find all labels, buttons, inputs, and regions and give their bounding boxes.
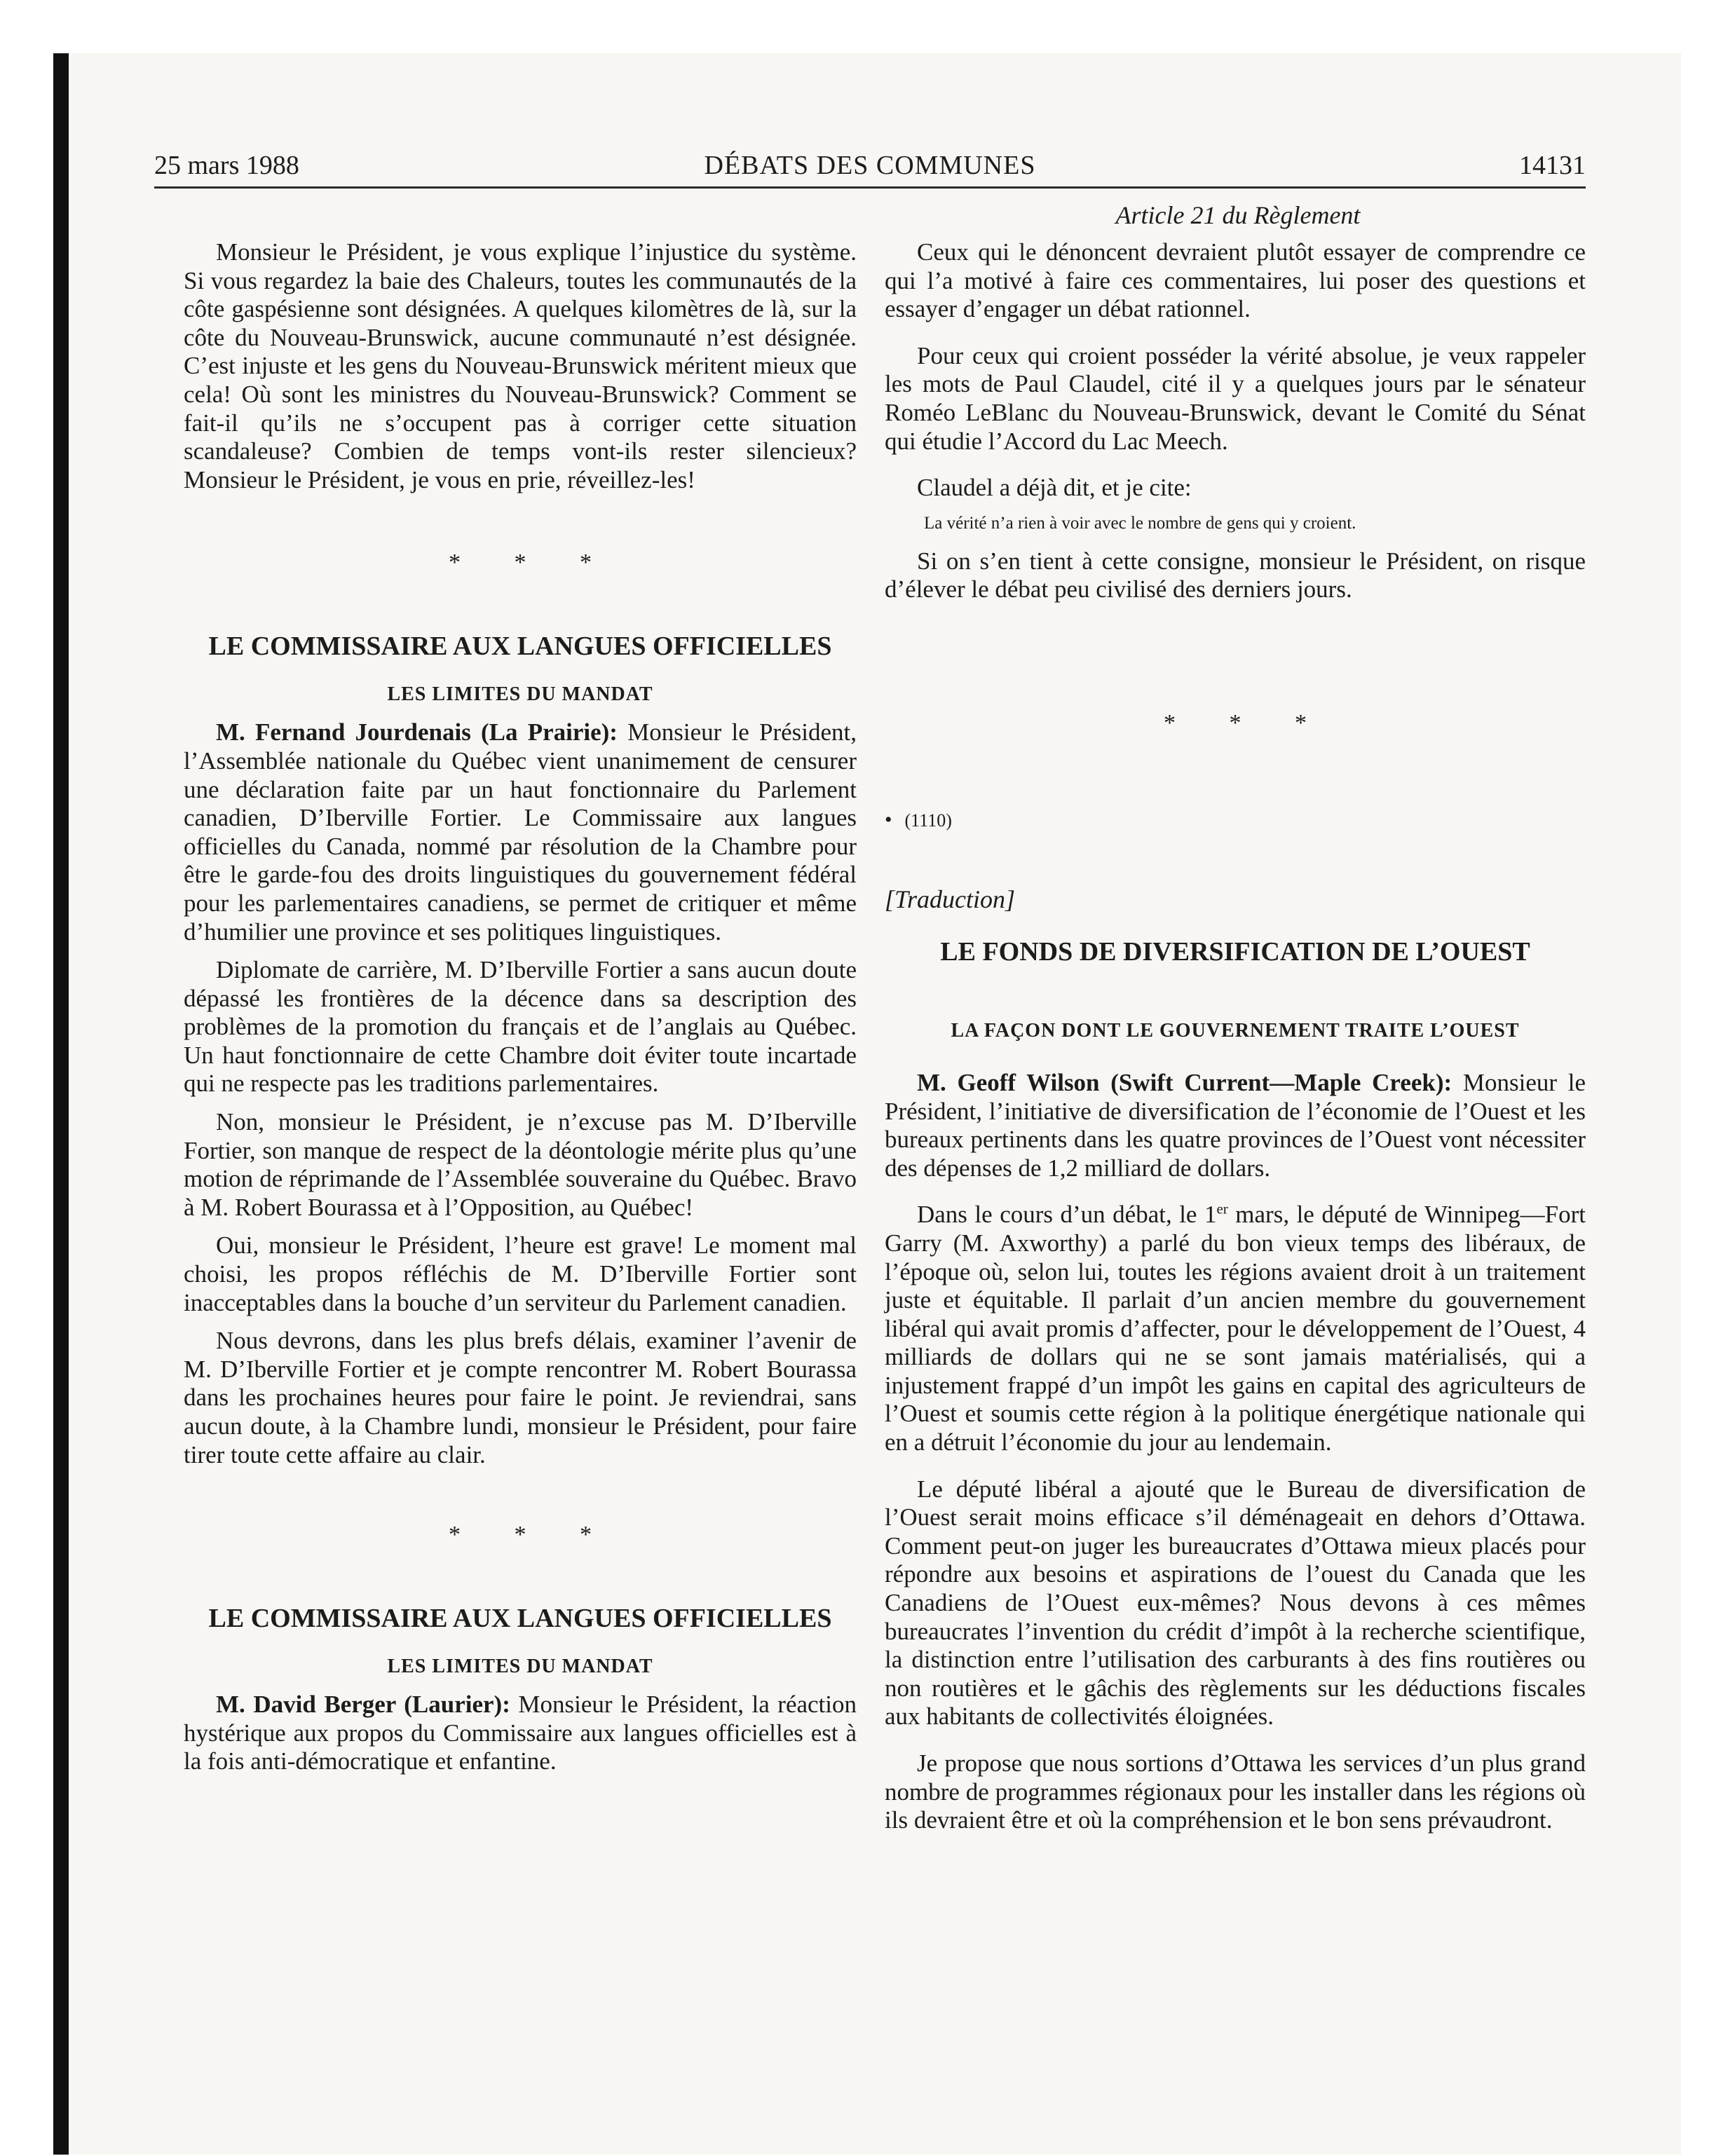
speech-paragraph: [184, 1691, 857, 1776]
section-subheading: LES LIMITES DU MANDAT: [387, 1656, 653, 1678]
bullet-icon: •: [885, 807, 892, 831]
paragraph: Le député libéral a ajouté que le Bureau de diversification de l’Ouest serait moins efficace s’il déménageait en dehors d’Ottawa. Comment peut-on juger les bureaucrates d’Ottawa mieux placés pour répondre aux besoins et aspirations de l’ouest du Canada que les Canadiens de l’Ouest eux-mêmes? Nous devons à ces mêmes bureaucrates l’invention du crédit d’impôt à la recherche scientifique, la distinction entre l’utilisation des carburants à des fins routières ou non routières et le gâchis des règlements sur les déductions fiscales aux habitants de collectivités éloignées.: [885, 1475, 1586, 1731]
section-subheading: LA FAÇON DONT LE GOUVERNEMENT TRAITE L’OUEST: [951, 1019, 1520, 1042]
paragraph: Ceux qui le dénoncent devraient plutôt essayer de comprendre ce qui l’a motivé à faire ces commentaires, lui poser des questions et essayer d’engager un débat rationnel.: [885, 238, 1586, 323]
paragraph: Oui, monsieur le Président, l’heure est grave! Le moment mal choisi, les propos réfléchis de M. D’Iberville Fortier sont inacceptables dans la bouche d’un serviteur du Parlement canadien.: [184, 1231, 857, 1316]
paragraph: Si on s’en tient à cette consigne, monsieur le Président, on risque d’élever le débat peu civilisé des derniers jours.: [885, 547, 1586, 603]
block-quote: La vérité n’a rien à voir avec le nombre de gens qui y croient.: [924, 513, 1356, 533]
translation-note: [Traduction]: [885, 885, 1016, 913]
speech-text: Monsieur le Président, la réaction hystérique aux propos du Commissaire aux langues officielles est à la fois anti-démocratique et enfantine.: [184, 1691, 857, 1775]
speech-paragraph: [885, 1069, 1586, 1182]
section-heading: LE COMMISSAIRE AUX LANGUES OFFICIELLES: [208, 632, 832, 662]
section-separator: * * *: [1164, 709, 1331, 736]
speaker-name: M. Geoff Wilson (Swift Current—Maple Creek):: [917, 1068, 1452, 1096]
paragraph: Claudel a déjà dit, et je cite:: [917, 474, 1192, 502]
paragraph: Nous devrons, dans les plus brefs délais, examiner l’avenir de M. D’Iberville Fortier et je compte rencontrer M. Robert Bourassa dans les prochaines heures pour faire le point. Je reviendrai, sans aucun doute, à la Chambre lundi, monsieur le Président, pour faire tirer toute cette affaire au clair.: [184, 1327, 857, 1468]
timestamp-text: (1110): [904, 810, 952, 831]
paragraph: Pour ceux qui croient posséder la vérité absolue, je veux rappeler les mots de Paul Claudel, cité il y a quelques jours par le sénateur Roméo LeBlanc du Nouveau-Brunswick, devant le Comité du Sénat qui étudie l’Accord du Lac Meech.: [885, 341, 1586, 455]
speaker-name: M. David Berger (Laurier):: [216, 1691, 510, 1719]
header-title: DÉBATS DES COMMUNES: [704, 151, 1036, 180]
paragraph: Dans le cours d’un débat, le 1er mars, le député de Winnipeg—Fort Garry (M. Axworthy) a parlé du bon vieux temps des libéraux, de l’époque où, selon lui, toutes les régions avaient droit à un traitement juste et équitable. Il parlait d’un ancien membre du gouvernement libéral qui avait promis d’affecter, pour le développement de l’Ouest, 4 milliards de dollars qui ne se sont jamais matérialisés, qui a injustement frappé d’un impôt les gains en capital des agriculteurs de l’Ouest et soumis cette région à la politique énergétique nationale qui en a détruit l’économie du jour au lendemain.: [885, 1200, 1586, 1456]
right-column: [885, 238, 1586, 1835]
speech-text: Monsieur le Président, l’Assemblée nationale du Québec vient unanimement de censurer une déclaration faite par un haut fonctionnaire du Parlement canadien, D’Iberville Fortier. Le Commissaire aux langues officielles du Canada, nommé par résolution de la Chambre pour être le garde-fou des droits linguistiques du gouvernement fédéral pour les parlementaires canadiens, se permet de critiquer et même d’humilier une province et ses politiques linguistiques.: [184, 718, 857, 946]
paragraph: Non, monsieur le Président, je n’excuse pas M. D’Iberville Fortier, son manque de respect de la déontologie mérite plus qu’une motion de réprimande de l’Assemblée souveraine du Québec. Bravo à M. Robert Bourassa et à l’Opposition, au Québec!: [184, 1108, 857, 1221]
left-column: [184, 238, 857, 1776]
speech-text: Monsieur le Président, l’initiative de diversification de l’économie de l’Ouest et les bureaux pertinents dans les quatre provinces de l’Ouest vont nécessiter des dépenses de 1,2 milliard de dollars.: [885, 1068, 1586, 1182]
page-number: 14131: [1519, 151, 1586, 180]
section-subheading: LES LIMITES DU MANDAT: [387, 683, 653, 706]
section-separator: * * *: [449, 1522, 615, 1548]
paragraph: Monsieur le Président, je vous explique l’injustice du système. Si vous regardez la baie des Chaleurs, toutes les communautés de la côte gaspésienne sont désignées. A quelques kilomètres de là, sur la côte du Nouveau-Brunswick, aucune communauté n’est désignée. C’est injuste et les gens du Nouveau-Brunswick méritent mieux que cela! Où sont les ministres du Nouveau-Brunswick? Comment se fait-il qu’ils ne s’occupent pas à corriger cette situation scandaleuse? Combien de temps vont-ils rester silencieux? Monsieur le Président, je vous en prie, réveillez-les!: [184, 238, 857, 493]
paragraph: Diplomate de carrière, M. D’Iberville Fortier a sans aucun doute dépassé les frontières de la décence dans sa description des problèmes de la promotion du français et de l’anglais au Québec. Un haut fonctionnaire de cette Chambre doit éviter toute incartade qui ne respecte pas les traditions parlementaires.: [184, 956, 857, 1098]
section-heading: LE FONDS DE DIVERSIFICATION DE L’OUEST: [940, 936, 1530, 967]
section-heading: LE COMMISSAIRE AUX LANGUES OFFICIELLES: [208, 1604, 832, 1634]
speaker-name: M. Fernand Jourdenais (La Prairie):: [216, 718, 618, 746]
section-separator: * * *: [449, 550, 615, 576]
timestamp: [885, 807, 1586, 833]
paragraph: Je propose que nous sortions d’Ottawa les services d’un plus grand nombre de programmes régionaux pour les installer dans les régions où ils devraient être et où la compréhension et le bon sens prévaudront.: [885, 1749, 1586, 1834]
scan-edge: [53, 53, 69, 2155]
speech-paragraph: [184, 718, 857, 946]
running-header: [154, 149, 1586, 189]
header-date: 25 mars 1988: [154, 151, 299, 180]
section-subheader: Article 21 du Règlement: [1115, 201, 1361, 229]
